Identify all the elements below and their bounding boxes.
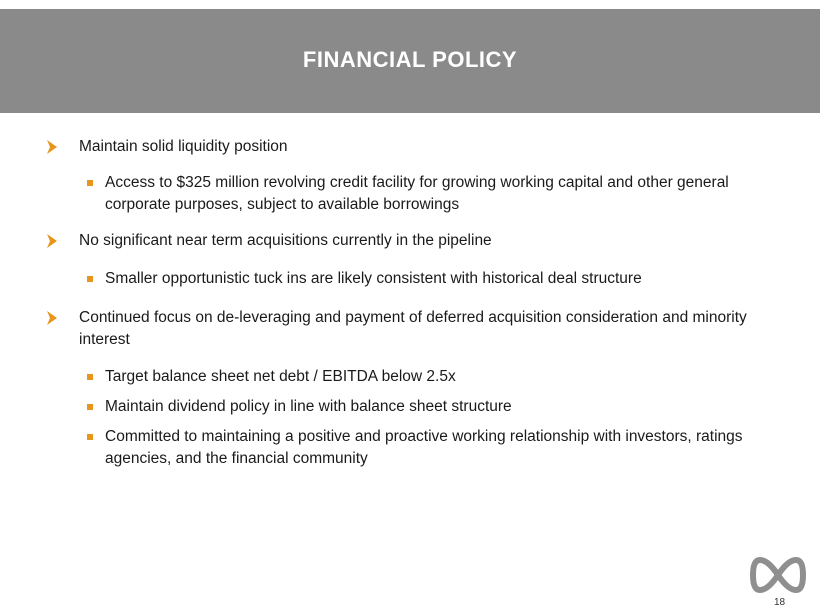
square-bullet-icon (87, 276, 93, 282)
sub-bullet-text: Committed to maintaining a positive and proactive working relationship with investors, ratings agencies, and the financial community (105, 428, 743, 467)
square-bullet-icon (87, 404, 93, 410)
sub-bullet-item (46, 268, 776, 290)
bullet-item (46, 307, 776, 351)
infinity-logo-icon (750, 556, 806, 594)
square-bullet-icon (87, 180, 93, 186)
sub-bullet-item (46, 396, 776, 418)
sub-bullet-text: Maintain dividend policy in line with balance sheet structure (105, 398, 512, 415)
arrow-bullet-icon (46, 139, 58, 155)
arrow-bullet-icon (46, 233, 58, 249)
bullet-text: Continued focus on de-leveraging and payment of deferred acquisition consideration and minority interest (79, 309, 747, 348)
sub-bullet-text: Target balance sheet net debt / EBITDA below 2.5x (105, 368, 456, 385)
sub-bullet-text: Smaller opportunistic tuck ins are likely consistent with historical deal structure (105, 270, 642, 287)
sub-bullet-item (46, 172, 776, 216)
square-bullet-icon (87, 434, 93, 440)
bullet-item (46, 136, 776, 158)
square-bullet-icon (87, 374, 93, 380)
bullet-item (46, 230, 776, 252)
sub-bullet-text: Access to $325 million revolving credit facility for growing working capital and other general corporate purposes, subject to available borrowings (105, 174, 729, 213)
bullet-text: Maintain solid liquidity position (79, 138, 288, 155)
slide-title: FINANCIAL POLICY (302, 47, 518, 72)
bullet-list (46, 136, 776, 470)
arrow-bullet-icon (46, 310, 58, 326)
bullet-text: No significant near term acquisitions currently in the pipeline (79, 232, 492, 249)
sub-bullet-item (46, 426, 776, 470)
page-number: 18 (774, 597, 786, 608)
sub-bullet-item (46, 366, 776, 388)
